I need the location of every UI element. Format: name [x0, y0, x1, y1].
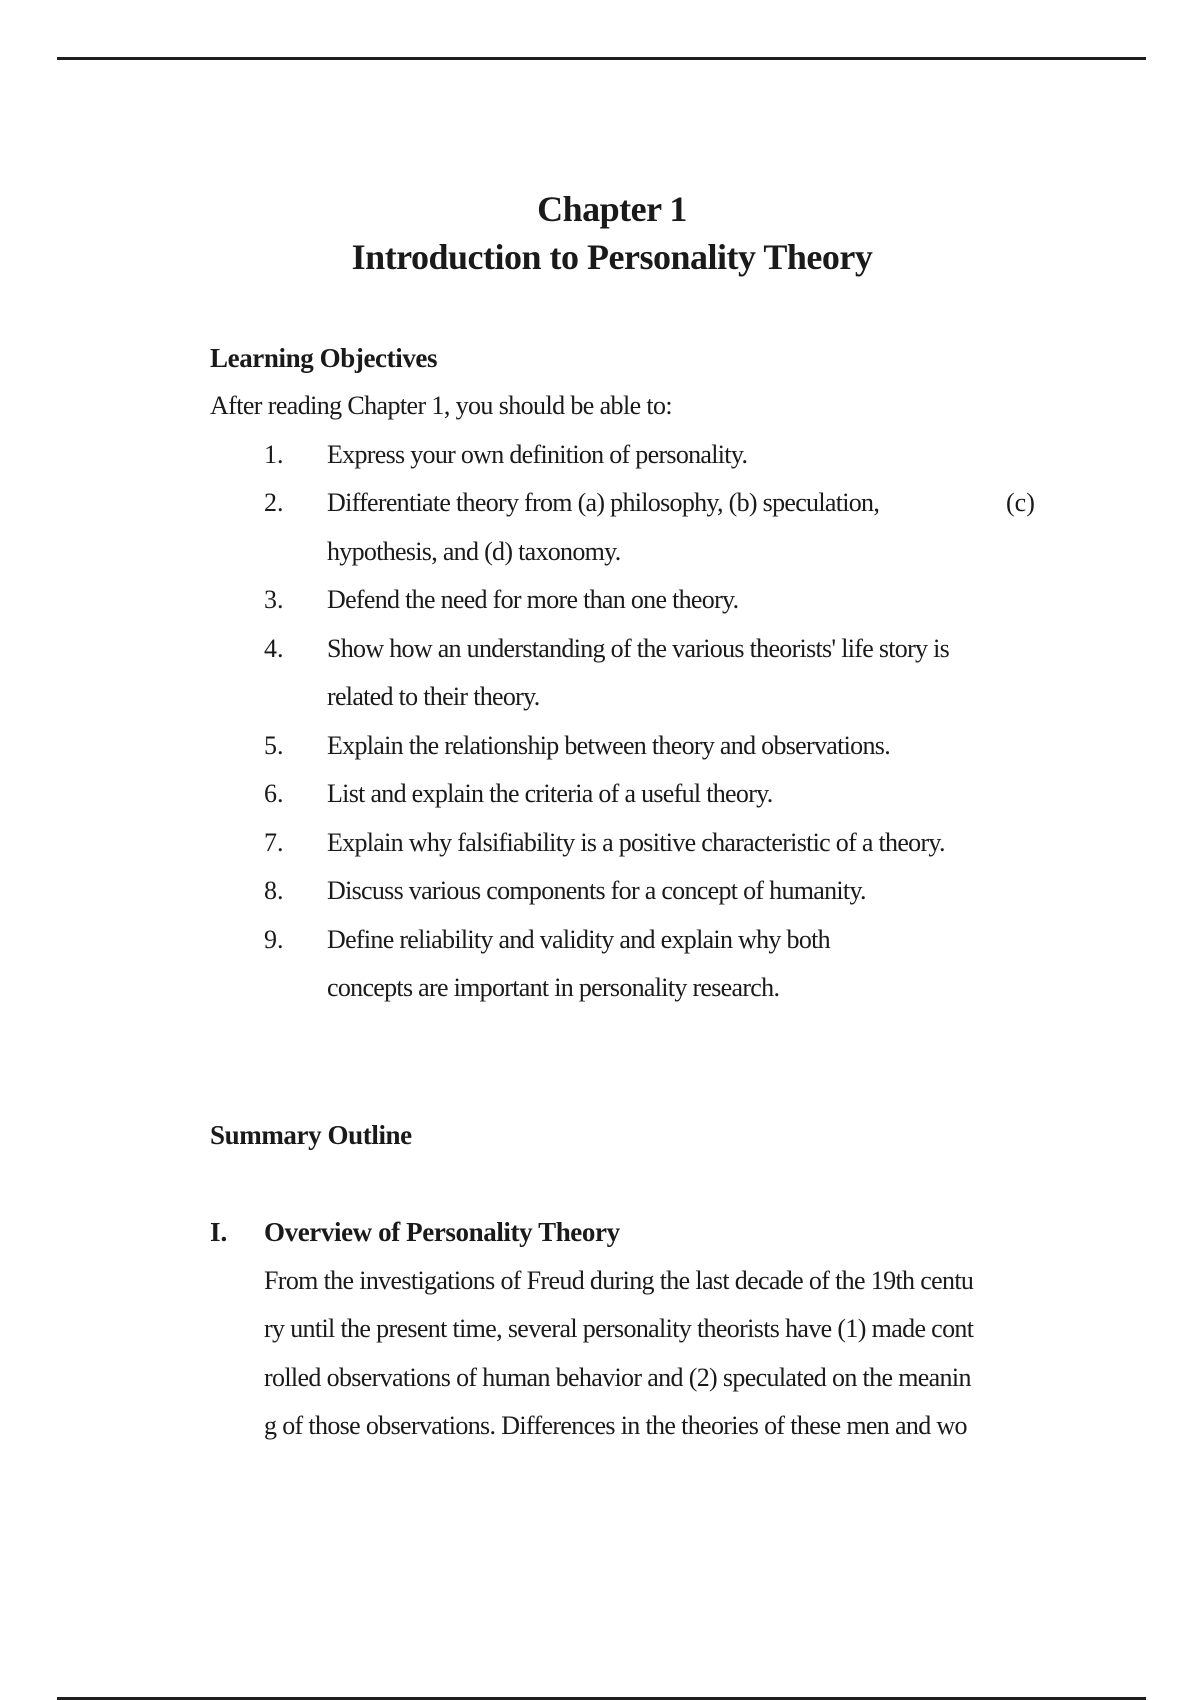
objective-number: 4. — [264, 634, 284, 663]
objective-text: Show how an understanding of the various theorists' life story is — [327, 634, 950, 663]
learning-objectives-heading: Learning Objectives — [210, 343, 438, 373]
objective-number: 1. — [264, 440, 284, 469]
objective-text: Explain the relationship between theory and observations. — [327, 731, 890, 760]
section-number: I. — [210, 1217, 228, 1247]
objective-text: Discuss various components for a concept of humanity. — [327, 876, 866, 905]
chapter-title: Introduction to Personality Theory — [351, 237, 873, 277]
section-body-line: g of those observations. Differences in the theories of these men and wo — [264, 1411, 967, 1440]
objective-text-continued: related to their theory. — [327, 682, 540, 711]
objective-text-tail: (c) — [1006, 488, 1035, 517]
section-body-line: From the investigations of Freud during the last decade of the 19th centu — [264, 1266, 974, 1295]
objective-text: Differentiate theory from (a) philosophy, (b) speculation, — [327, 488, 880, 517]
objective-number: 9. — [264, 925, 284, 954]
chapter-number: Chapter 1 — [537, 189, 687, 229]
objective-number: 5. — [264, 731, 284, 760]
objective-text: Define reliability and validity and explain why both — [327, 925, 830, 954]
objective-text: Defend the need for more than one theory. — [327, 585, 739, 614]
summary-outline-heading: Summary Outline — [210, 1120, 412, 1150]
top-rule — [57, 57, 1146, 60]
objective-number: 2. — [264, 488, 284, 517]
objective-text: List and explain the criteria of a useful theory. — [327, 779, 773, 808]
section-body-line: ry until the present time, several personality theorists have (1) made cont — [264, 1314, 974, 1343]
objective-text-continued: hypothesis, and (d) taxonomy. — [327, 537, 621, 566]
objective-text: Express your own definition of personality. — [327, 440, 748, 469]
objective-text-continued: concepts are important in personality research. — [327, 973, 780, 1002]
objective-number: 6. — [264, 779, 284, 808]
section-body-line: rolled observations of human behavior and (2) speculated on the meanin — [264, 1363, 971, 1392]
objective-number: 3. — [264, 585, 284, 614]
section-title: Overview of Personality Theory — [264, 1217, 620, 1247]
objectives-intro: After reading Chapter 1, you should be able to: — [210, 391, 673, 420]
objective-text: Explain why falsifiability is a positive characteristic of a theory. — [327, 828, 945, 857]
objective-number: 8. — [264, 876, 284, 905]
objective-number: 7. — [264, 828, 284, 857]
